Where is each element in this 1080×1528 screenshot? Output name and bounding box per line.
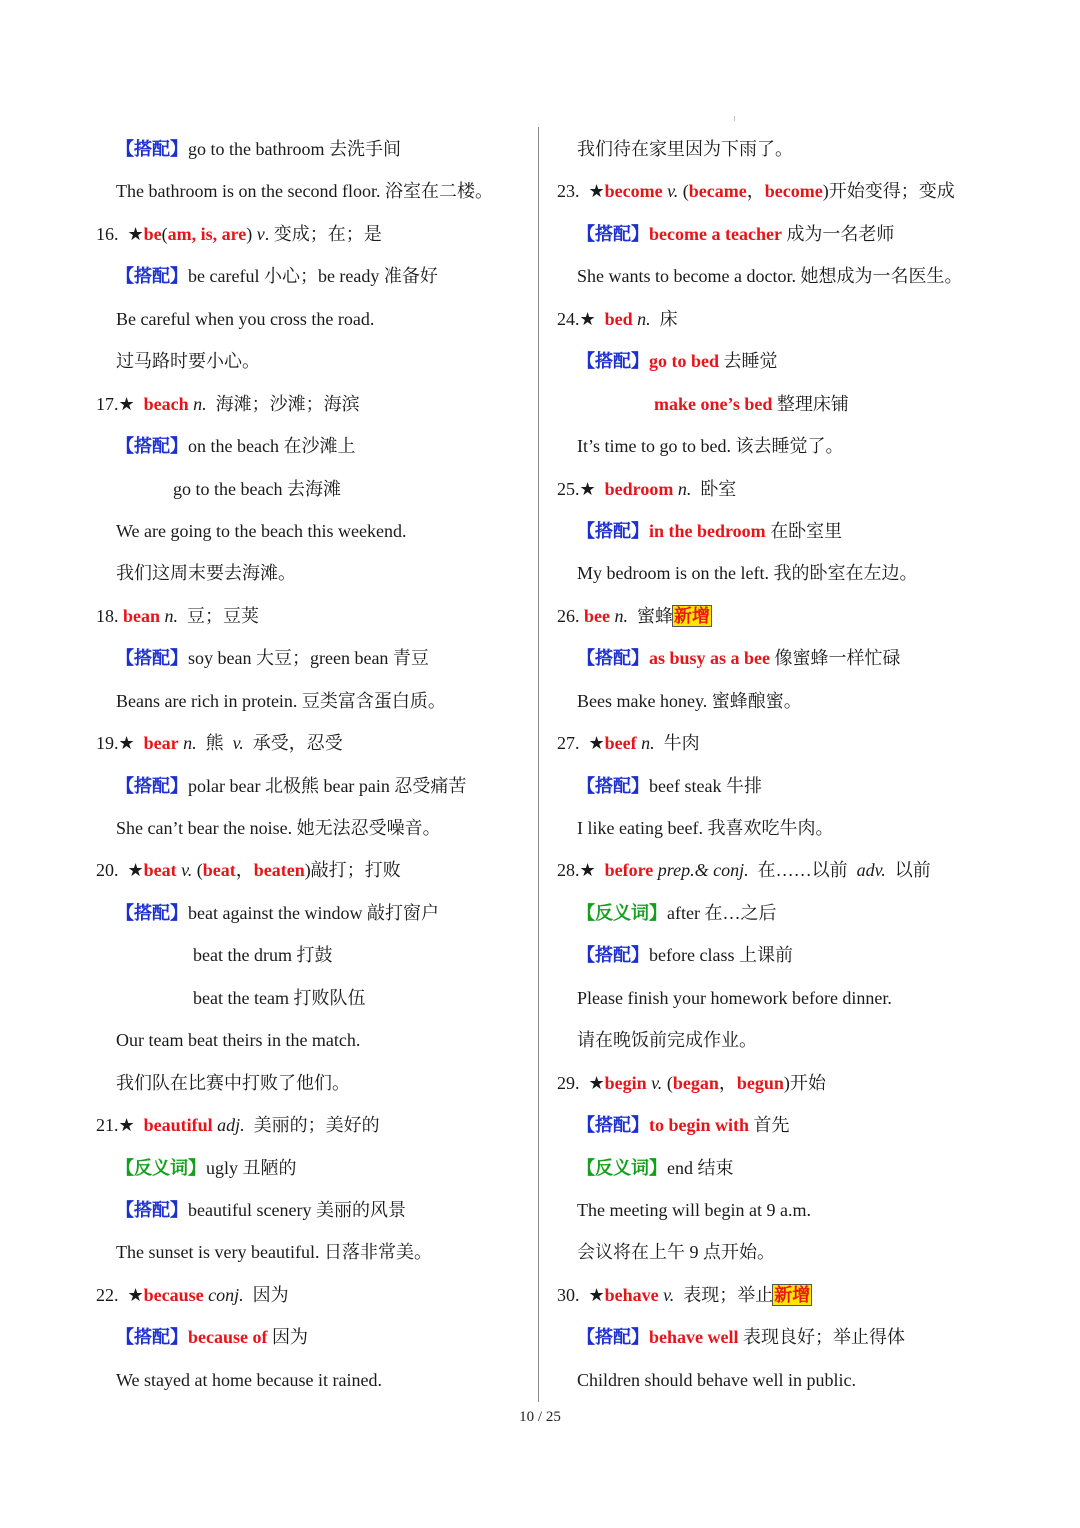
entry-number: 25. xyxy=(557,478,580,499)
entry-headword-beef xyxy=(557,722,1057,764)
entry-number: 22. xyxy=(96,1284,119,1305)
word-form: beaten xyxy=(253,860,305,881)
meaning: 床 xyxy=(659,308,678,329)
collocation-line xyxy=(96,1189,526,1231)
collocation-meaning: 去睡觉 xyxy=(719,351,778,372)
collocation-tag: 【搭配】 xyxy=(116,266,188,287)
antonym-text: ugly 丑陋的 xyxy=(206,1157,297,1178)
star-icon: ★ xyxy=(588,1284,605,1305)
entry-number: 28. xyxy=(557,860,580,881)
paren: ) xyxy=(246,223,253,244)
example-en: We stayed at home because it rained. xyxy=(116,1369,382,1390)
collocation-phrase: go to bed xyxy=(649,351,720,372)
example-zh: 过马路时要小心。 xyxy=(116,351,260,372)
headword: beautiful xyxy=(143,1115,213,1136)
headword: bean xyxy=(123,605,161,626)
collocation-line xyxy=(557,934,1057,976)
paren: ( xyxy=(682,181,689,202)
entry-headword-bean xyxy=(96,595,526,637)
example-en: Please finish your homework before dinner. xyxy=(577,987,892,1008)
example-line: My bedroom is on the left. 我的卧室在左边。 xyxy=(577,563,918,584)
collocation-phrase: because of xyxy=(188,1327,268,1348)
collocation-line xyxy=(96,765,526,807)
example-en: Our team beat theirs in the match. xyxy=(116,1030,361,1051)
collocation-text: beat against the window 敲打窗户 xyxy=(188,902,439,923)
meaning: 海滩；沙滩；海滨 xyxy=(215,393,360,414)
collocation-tag: 【搭配】 xyxy=(577,1327,649,1348)
entry-headword-bee xyxy=(557,595,1057,637)
collocation-line xyxy=(96,425,526,467)
entry-headword-begin xyxy=(557,1062,1057,1104)
headword: bed xyxy=(604,308,633,329)
entry-number: 24. xyxy=(557,308,580,329)
collocation-line-cont: beat the drum 打鼓 xyxy=(193,945,333,966)
collocation-line xyxy=(557,213,1057,255)
part-of-speech: v. xyxy=(232,733,244,754)
collocation-tag: 【搭配】 xyxy=(577,351,649,372)
example-zh: 我们队在比赛中打败了他们。 xyxy=(116,1072,350,1093)
entry-number: 23. xyxy=(557,181,580,202)
word-forms: am, is, are xyxy=(167,223,247,244)
star-icon: ★ xyxy=(127,223,144,244)
meaning: )敲打；打败 xyxy=(304,860,401,881)
part-of-speech: n. xyxy=(637,308,651,329)
collocation-tag: 【搭配】 xyxy=(577,775,649,796)
entry-headword-bed xyxy=(557,298,1057,340)
collocation-line xyxy=(557,340,1057,382)
collocation-phrase: in the bedroom xyxy=(649,520,766,541)
collocation-meaning: 整理床铺 xyxy=(772,393,849,414)
collocation-line xyxy=(96,128,526,170)
collocation-tag: 【搭配】 xyxy=(116,902,188,923)
entry-number: 30. xyxy=(557,1284,580,1305)
meaning: 在……以前 xyxy=(757,860,848,881)
page-number: 10 / 25 xyxy=(519,1409,561,1425)
part-of-speech: conj. xyxy=(208,1284,244,1305)
meaning: )开始 xyxy=(783,1072,826,1093)
column-divider xyxy=(538,127,539,1402)
collocation-tag: 【搭配】 xyxy=(116,775,188,796)
separator: ， xyxy=(718,1072,737,1093)
entry-headword-bear xyxy=(96,722,526,764)
entry-headword-beautiful xyxy=(96,1104,526,1146)
new-badge: 新增 xyxy=(674,605,710,626)
example-line: She wants to become a doctor. 她想成为一名医生。 xyxy=(577,266,963,287)
collocation-line-cont xyxy=(557,383,1057,425)
collocation-text: before class 上课前 xyxy=(649,945,793,966)
collocation-meaning: 表现良好；举止得体 xyxy=(738,1327,905,1348)
collocation-tag: 【搭配】 xyxy=(577,945,649,966)
star-icon: ★ xyxy=(579,478,596,499)
headword: behave xyxy=(604,1284,659,1305)
new-badge: 新增 xyxy=(774,1284,811,1305)
meaning: 美丽的；美好的 xyxy=(253,1115,380,1136)
meaning: 以前 xyxy=(894,860,931,881)
collocation-phrase: to begin with xyxy=(649,1115,750,1136)
example-zh: 我们待在家里因为下雨了。 xyxy=(577,139,793,159)
collocation-line xyxy=(557,510,1057,552)
entry-headword-behave xyxy=(557,1274,1057,1316)
antonym-text: end 结束 xyxy=(667,1157,734,1178)
collocation-tag: 【搭配】 xyxy=(116,436,188,457)
example-zh: 我们这周末要去海滩。 xyxy=(116,563,296,584)
word-form: become xyxy=(764,181,823,202)
example-en: The meeting will begin at 9 a.m. xyxy=(577,1199,811,1220)
entry-headword-before xyxy=(557,849,1057,891)
headword: be xyxy=(143,223,162,244)
example-line: It’s time to go to bed. 该去睡觉了。 xyxy=(577,436,844,457)
collocation-text: beautiful scenery 美丽的风景 xyxy=(188,1199,406,1220)
collocation-line-cont: beat the team 打败队伍 xyxy=(193,987,366,1008)
antonym-tag: 【反义词】 xyxy=(577,902,667,923)
headword: because xyxy=(143,1284,204,1305)
collocation-text: beef steak 牛排 xyxy=(649,775,762,796)
collocation-meaning: 因为 xyxy=(267,1327,308,1348)
collocation-line xyxy=(96,892,526,934)
right-column xyxy=(557,128,1057,1401)
star-icon: ★ xyxy=(588,181,605,202)
entry-number: 27. xyxy=(557,733,580,754)
part-of-speech: n. xyxy=(677,478,692,499)
antonym-line xyxy=(557,892,1057,934)
collocation-line xyxy=(557,765,1057,807)
headword: bear xyxy=(143,733,179,754)
collocation-line xyxy=(557,1104,1057,1146)
entry-number: 17. xyxy=(96,393,119,414)
part-of-speech: v. xyxy=(663,1284,675,1305)
collocation-line xyxy=(96,255,526,297)
collocation-line xyxy=(557,1316,1057,1358)
star-icon: ★ xyxy=(579,308,596,329)
entry-headword-be xyxy=(96,213,526,255)
part-of-speech: adj. xyxy=(217,1115,245,1136)
part-of-speech: n. xyxy=(193,393,207,414)
meaning: )开始变得；变成 xyxy=(822,181,955,202)
separator: ， xyxy=(746,181,765,202)
example-line: Beans are rich in protein. 豆类富含蛋白质。 xyxy=(116,690,446,711)
headword: bee xyxy=(584,605,610,626)
part-of-speech: adv. xyxy=(856,860,886,881)
entry-number: 29. xyxy=(557,1072,580,1093)
entry-number: 18. xyxy=(96,605,119,626)
star-icon: ★ xyxy=(118,1115,135,1136)
part-of-speech: n. xyxy=(183,733,197,754)
part-of-speech: prep.& conj. xyxy=(657,860,749,881)
example-en: Be careful when you cross the road. xyxy=(116,308,375,329)
headword: beach xyxy=(143,393,189,414)
entry-number: 21. xyxy=(96,1115,119,1136)
example-zh: 请在晚饭前完成作业。 xyxy=(577,1030,757,1051)
antonym-text: after 在…之后 xyxy=(667,902,777,923)
headword: become xyxy=(604,181,663,202)
meaning: 牛肉 xyxy=(663,733,700,754)
entry-number: 20. xyxy=(96,860,119,881)
star-icon: ★ xyxy=(127,1284,144,1305)
part-of-speech: v. xyxy=(181,860,193,881)
part-of-speech: v. xyxy=(667,181,679,202)
paren: ( xyxy=(666,1072,673,1093)
star-icon: ★ xyxy=(588,1072,605,1093)
part-of-speech: n. xyxy=(641,733,655,754)
entry-number: 26. xyxy=(557,605,580,626)
collocation-tag: 【搭配】 xyxy=(577,648,649,669)
meaning: 表现；举止 xyxy=(683,1284,774,1305)
headword: beat xyxy=(143,860,177,881)
collocation-tag: 【搭配】 xyxy=(577,520,649,541)
example-line: She can’t bear the noise. 她无法忍受噪音。 xyxy=(116,818,441,838)
collocation-tag: 【搭配】 xyxy=(116,1199,188,1220)
star-icon: ★ xyxy=(588,733,605,754)
entry-headword-beach xyxy=(96,383,526,425)
collocation-line xyxy=(96,1316,526,1358)
separator: ， xyxy=(235,860,254,881)
entry-number: 16. xyxy=(96,223,119,244)
collocation-meaning: 成为一名老师 xyxy=(781,223,895,244)
part-of-speech: n. xyxy=(164,605,179,626)
collocation-phrase: make one’s bed xyxy=(654,393,773,414)
collocation-tag: 【搭配】 xyxy=(116,139,188,159)
paren: ( xyxy=(161,223,168,244)
headword: before xyxy=(604,860,654,881)
example-line: The sunset is very beautiful. 日落非常美。 xyxy=(116,1242,432,1263)
example-zh: 会议将在上午 9 点开始。 xyxy=(577,1242,775,1263)
meaning: . 变成；在；是 xyxy=(264,223,382,244)
collocation-text: be careful 小心；be ready 准备好 xyxy=(188,266,438,287)
collocation-phrase: become a teacher xyxy=(649,223,782,244)
collocation-text: go to the bathroom 去洗手间 xyxy=(188,139,401,159)
collocation-line-cont: go to the beach 去海滩 xyxy=(173,478,341,499)
entry-headword-because xyxy=(96,1274,526,1316)
collocation-phrase: behave well xyxy=(649,1327,739,1348)
collocation-meaning: 像蜜蜂一样忙碌 xyxy=(770,648,901,669)
collocation-tag: 【搭配】 xyxy=(116,1327,188,1348)
example-line: I like eating beef. 我喜欢吃牛肉。 xyxy=(577,818,834,838)
collocation-text: soy bean 大豆；green bean 青豆 xyxy=(188,648,429,669)
example-line: Bees make honey. 蜜蜂酿蜜。 xyxy=(577,690,802,711)
collocation-meaning: 首先 xyxy=(749,1115,790,1136)
example-en: Children should behave well in public. xyxy=(577,1369,856,1390)
example-en: We are going to the beach this weekend. xyxy=(116,520,407,541)
word-form: became xyxy=(688,181,747,202)
star-icon: ★ xyxy=(127,860,144,881)
star-icon: ★ xyxy=(579,860,596,881)
collocation-text: polar bear 北极熊 bear pain 忍受痛苦 xyxy=(188,775,467,796)
headword: beef xyxy=(604,733,637,754)
left-column xyxy=(96,128,526,1401)
meaning: 熊 xyxy=(205,733,224,754)
entry-headword-beat xyxy=(96,849,526,891)
scan-mark xyxy=(734,116,735,121)
headword: bedroom xyxy=(604,478,674,499)
part-of-speech: n. xyxy=(614,605,628,626)
headword: begin xyxy=(604,1072,647,1093)
example-line: The bathroom is on the second floor. 浴室在二楼。 xyxy=(116,181,493,202)
part-of-speech: v xyxy=(256,223,265,244)
antonym-line xyxy=(96,1147,526,1189)
antonym-tag: 【反义词】 xyxy=(577,1157,667,1178)
collocation-phrase: as busy as a bee xyxy=(649,648,771,669)
entry-headword-become xyxy=(557,170,1057,212)
entry-headword-bedroom xyxy=(557,468,1057,510)
collocation-text: on the beach 在沙滩上 xyxy=(188,436,356,457)
meaning: 蜜蜂 xyxy=(637,605,673,626)
antonym-tag: 【反义词】 xyxy=(116,1157,206,1178)
part-of-speech: v. xyxy=(651,1072,663,1093)
star-icon: ★ xyxy=(118,733,135,754)
collocation-tag: 【搭配】 xyxy=(116,648,188,669)
entry-number: 19. xyxy=(96,733,119,754)
meaning: 卧室 xyxy=(700,478,737,499)
word-form: begun xyxy=(736,1072,784,1093)
antonym-line xyxy=(557,1147,1057,1189)
star-icon: ★ xyxy=(118,393,135,414)
collocation-tag: 【搭配】 xyxy=(577,1115,649,1136)
meaning: 豆；豆荚 xyxy=(187,605,260,626)
paren: ( xyxy=(196,860,203,881)
collocation-meaning: 在卧室里 xyxy=(765,520,843,541)
collocation-line xyxy=(96,637,526,679)
word-form: began xyxy=(672,1072,719,1093)
collocation-tag: 【搭配】 xyxy=(577,223,649,244)
meaning: 因为 xyxy=(252,1284,289,1305)
meaning: 承受，忍受 xyxy=(252,733,343,754)
word-form: beat xyxy=(202,860,236,881)
collocation-line xyxy=(557,637,1057,679)
